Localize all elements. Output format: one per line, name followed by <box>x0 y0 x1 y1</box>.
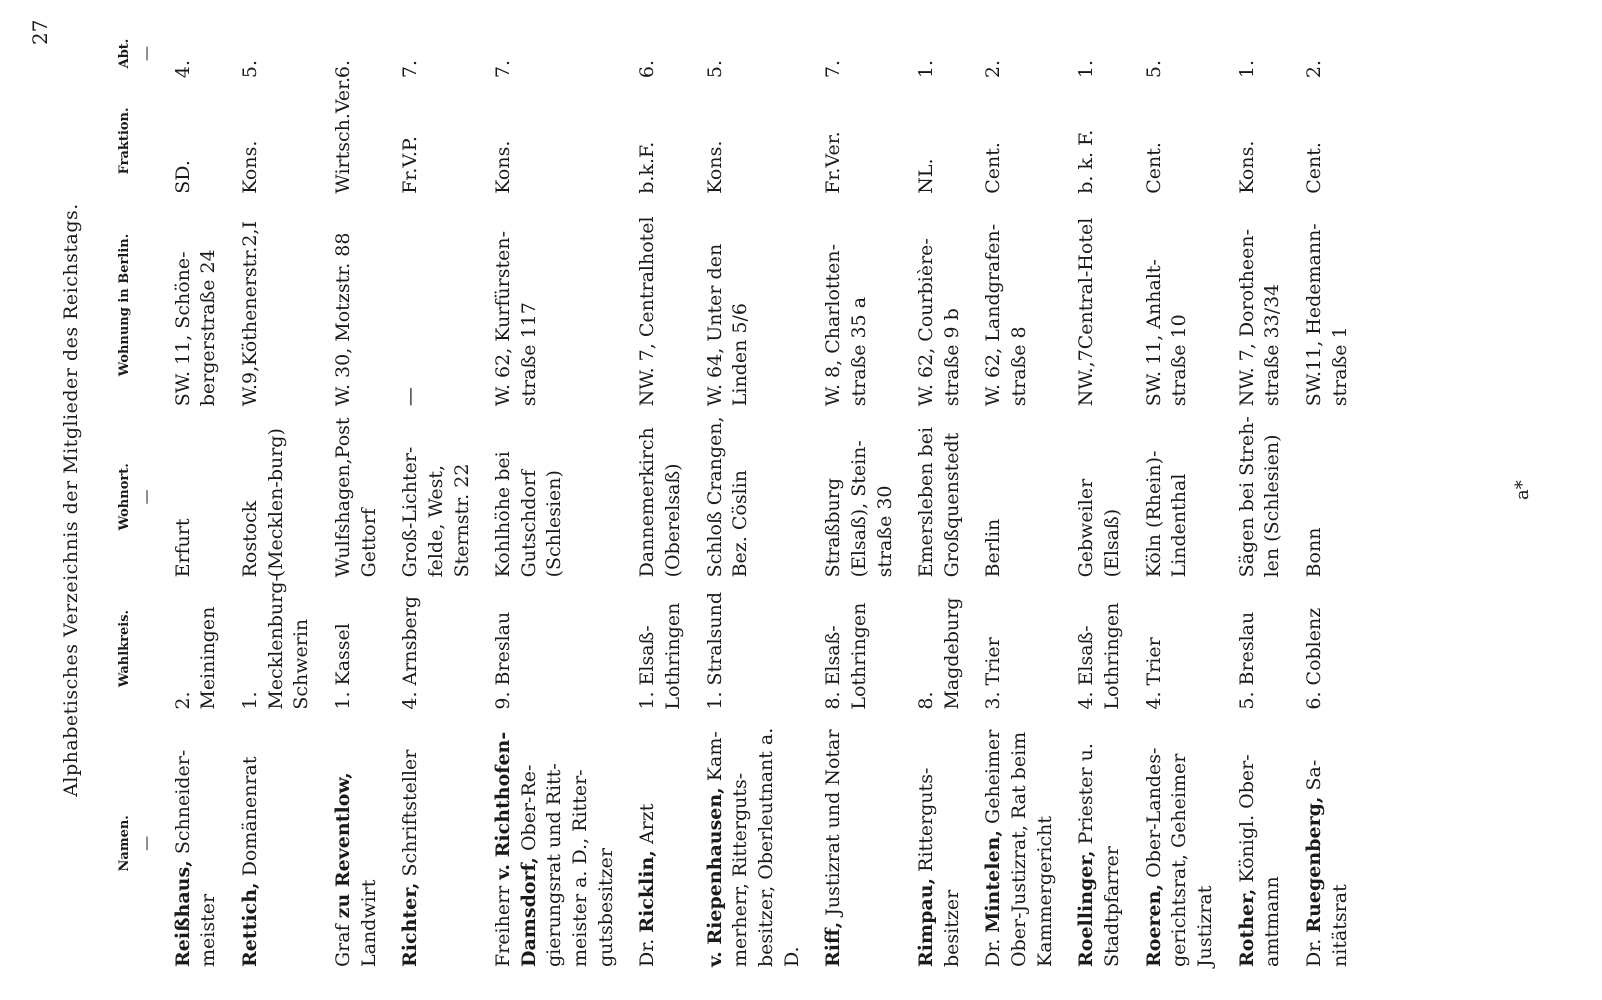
member-name-cell <box>911 715 978 972</box>
abteilung-cell: 5. <box>1142 59 1165 79</box>
header-wohnung: Wohnung in Berlin. <box>117 233 132 377</box>
table-row <box>700 24 819 972</box>
fraktion-cell: b. k. F. <box>1075 129 1098 194</box>
wohnung-cell: W. 64, Unter den Linden 5/6 <box>703 243 752 407</box>
wahlkreis-cell: 5. Breslau <box>1235 611 1258 710</box>
abteilung-cell: 7. <box>492 59 515 79</box>
table-row <box>1071 24 1138 972</box>
member-name-cell <box>235 715 328 972</box>
member-surname: Rother, <box>1235 888 1258 967</box>
page-title: Alphabetisches Verzeichnis der Mitglieder des Reichstags. <box>60 203 82 797</box>
member-surname: Ruegenberg, <box>1302 796 1325 933</box>
wahlkreis-cell: 8. Magdeburg <box>915 597 963 710</box>
header-name: Namen. <box>117 815 132 872</box>
member-occupation: Ober-Re-gierungsrat und Ritt-meister a. D., Ritter-gutsbesitzer <box>517 763 617 967</box>
wohnort-cell: Groß-Lichter-felde, West, Sternstr. 22 <box>399 446 473 578</box>
member-surname: Roeren, <box>1142 883 1165 967</box>
member-surname: Reißhaus, <box>171 860 194 967</box>
member-occupation: Königl. Ober-amtmann <box>1235 754 1284 967</box>
member-name-cell <box>168 715 235 972</box>
member-surname: Mintelen, <box>982 830 1005 933</box>
table-row <box>1139 24 1232 972</box>
member-name-cell <box>978 715 1071 972</box>
header-fraktion: Fraktion. <box>117 107 132 175</box>
member-occupation: Priester u. Stadtpfarrer <box>1075 743 1124 967</box>
wohnung-cell: SW. 11, Schöne-bergerstraße 24 <box>171 249 220 407</box>
digitization-note <box>1560 34 1580 968</box>
wohnort-cell: Schloß Crangen, Bez. Cöslin <box>703 416 752 578</box>
abteilung-cell: 5. <box>239 59 262 79</box>
wahlkreis-cell: 9. Breslau <box>492 611 515 710</box>
dash-wohnort: — <box>136 489 155 505</box>
wahlkreis-cell: 2. Meiningen <box>171 606 220 710</box>
table-row <box>488 24 632 972</box>
member-name-cell <box>1071 715 1138 972</box>
member-surname: v. Riepenhausen, <box>703 787 726 967</box>
name-prefix: Dr. <box>636 932 659 967</box>
wahlkreis-cell: 1. Stralsund <box>703 591 726 710</box>
member-occupation: Ritterguts-besitzer <box>915 767 963 967</box>
wahlkreis-cell: 1. Mecklenburg-Schwerin <box>239 575 313 710</box>
wohnort-cell: Straßburg (Elsaß), Stein-straße 30 <box>822 440 896 578</box>
member-occupation: Sa-nitätsrat <box>1302 759 1351 967</box>
wohnung-cell: W. 62, Kurfürsten-straße 117 <box>492 230 540 407</box>
wahlkreis-cell: 6. Coblenz <box>1302 607 1325 710</box>
wohnort-cell: Berlin <box>982 518 1005 578</box>
wohnung-cell: SW. 11, Anhalt-straße 10 <box>1142 259 1191 407</box>
table-row <box>978 24 1071 972</box>
wahlkreis-cell: 8. Elsaß-Lothringen <box>822 602 870 710</box>
register-rows <box>168 24 1366 972</box>
wohnung-cell: W. 8, Charlotten-straße 35 a <box>822 243 870 407</box>
member-surname: v. Richthofen-Damsdorf, <box>492 731 540 967</box>
abteilung-cell: 6. <box>636 59 659 79</box>
wahlkreis-cell: 4. Elsaß-Lothringen <box>1075 602 1124 710</box>
wohnung-cell: NW. 7, Dorotheen-straße 33/34 <box>1235 228 1284 407</box>
wohnung-cell: W. 30, Motzstr. 88 <box>332 232 354 407</box>
abteilung-cell: 4. <box>171 59 194 79</box>
name-prefix: Freiherr <box>492 879 515 967</box>
wahlkreis-cell: 1. Elsaß-Lothringen <box>636 602 685 710</box>
fraktion-cell: Cent. <box>1142 142 1165 194</box>
wohnort-cell: Gebweiler (Elsaß) <box>1075 478 1124 578</box>
member-name-cell <box>1299 715 1366 972</box>
member-name-cell <box>1139 715 1232 972</box>
wohnort-cell: Bonn <box>1302 527 1325 578</box>
abteilung-cell: 7. <box>399 59 422 79</box>
abteilung-cell: 1. <box>1235 59 1258 79</box>
table-row <box>168 24 235 972</box>
wahlkreis-cell: 4. Arnsberg <box>399 596 422 710</box>
header-dash-row <box>136 24 168 972</box>
member-surname: Roellinger, <box>1075 850 1098 967</box>
member-name-cell <box>488 715 632 972</box>
fraktion-cell: Kons. <box>703 140 726 194</box>
member-surname: Rimpau, <box>915 877 938 967</box>
member-occupation: Schriftsteller <box>399 749 422 883</box>
wohnort-cell: Dannemerkirch (Oberelsaß) <box>636 427 685 578</box>
abteilung-cell: 1. <box>915 59 938 79</box>
member-occupation: Schneider-meister <box>171 749 220 967</box>
wohnort-cell: Erfurt <box>171 518 194 578</box>
member-surname: Ricklin, <box>636 850 659 933</box>
wohnort-cell: Wulfshagen,Post Gettorf <box>332 417 380 578</box>
page-number: 27 <box>28 19 52 45</box>
wohnung-cell: NW. 7, Centralhotel <box>636 216 659 407</box>
name-prefix: Dr. <box>982 932 1005 967</box>
table-row <box>235 24 328 972</box>
wahlkreis-cell: 1. Kassel <box>332 623 354 710</box>
member-name-cell <box>328 715 395 972</box>
wohnort-cell: Rostock (Mecklen-burg) <box>239 428 287 578</box>
wohnort-cell: Emersleben bei Großquenstedt <box>915 426 963 578</box>
table-row <box>632 24 699 972</box>
table-row <box>395 24 488 972</box>
wohnort-cell: Köln (Rhein)-Lindenthal <box>1142 450 1191 578</box>
member-surname: Richter, <box>399 882 422 967</box>
dash-wahlkreis <box>136 582 168 714</box>
name-prefix: Dr. <box>1302 932 1325 967</box>
table-row <box>818 24 911 972</box>
fraktion-cell: Cent. <box>1302 142 1325 194</box>
header-wohnort: Wohnort. <box>117 463 132 531</box>
member-occupation: Domänenrat <box>239 756 262 883</box>
fraktion-cell: Fr.Ver. <box>822 131 845 194</box>
fraktion-cell: Kons. <box>492 140 515 194</box>
wohnung-cell: W. 62, Landgrafen-straße 8 <box>982 223 1031 407</box>
member-name-cell <box>818 715 911 972</box>
fraktion-cell: NL. <box>915 158 938 194</box>
abteilung-cell: 2. <box>1302 59 1325 79</box>
member-name-cell <box>632 715 699 972</box>
wohnung-cell: — <box>399 387 422 407</box>
member-name-cell <box>700 715 819 972</box>
dash-name: — <box>136 835 155 851</box>
table-row <box>328 24 395 972</box>
fraktion-cell: Wirtsch.Ver. <box>332 76 354 194</box>
wohnort-cell: Kohlhöhe bei Gutschdorf (Schlesien) <box>492 451 566 578</box>
abteilung-cell: 5. <box>703 59 726 79</box>
abteilung-cell: 6. <box>332 59 354 79</box>
wohnung-cell: W.9,Köthenerstr.2,I <box>239 221 262 407</box>
member-occupation: Landwirt <box>357 879 380 967</box>
name-prefix: Graf <box>332 918 354 967</box>
header-row <box>112 24 136 972</box>
dash-wohnung <box>136 199 168 412</box>
member-register-table <box>112 24 1366 972</box>
member-occupation: Kam-merherr, Ritterguts-besitzer, Oberleutnant a. D. <box>703 727 803 967</box>
wohnung-cell: SW.11, Hedemann-straße 1 <box>1302 223 1351 407</box>
abteilung-cell: 2. <box>982 59 1005 79</box>
wahlkreis-cell: 4. Trier <box>1142 637 1165 710</box>
table-row <box>1232 24 1299 972</box>
member-surname: Rettich, <box>239 882 262 967</box>
header-wahlkreis: Wahlkreis. <box>117 609 132 688</box>
wahlkreis-cell: 3. Trier <box>982 637 1005 710</box>
abteilung-cell: 1. <box>1075 59 1098 79</box>
dash-abt: — <box>136 46 155 62</box>
member-occupation: Arzt <box>636 803 659 851</box>
signature-mark: a* <box>1512 480 1533 500</box>
member-name-cell <box>395 715 488 972</box>
wohnung-cell: NW.,7Central-Hotel <box>1075 217 1098 407</box>
abteilung-cell: 7. <box>822 59 845 79</box>
member-occupation: Geheimer Ober-Justizrat, Rat beim Kammergericht <box>982 729 1056 967</box>
member-name-cell <box>1232 715 1299 972</box>
fraktion-cell: Cent. <box>982 142 1005 194</box>
wohnort-cell: Sägen bei Streh-len (Schlesien) <box>1235 416 1284 578</box>
fraktion-cell: Kons. <box>1235 140 1258 194</box>
fraktion-cell: Fr.V.P. <box>399 136 422 194</box>
fraktion-cell: Kons. <box>239 140 262 194</box>
member-surname: Riff, <box>822 921 845 967</box>
table-row <box>911 24 978 972</box>
member-surname: zu Reventlow, <box>332 772 354 919</box>
dash-fraktion <box>136 83 168 199</box>
member-occupation: Ober-Landes-gerichtsrat, Geheimer Justizrat <box>1142 747 1216 967</box>
table-row <box>1299 24 1366 972</box>
member-occupation: Justizrat und Notar <box>822 729 845 922</box>
fraktion-cell: SD. <box>171 160 194 194</box>
wohnung-cell: W. 62, Courbière-straße 9 b <box>915 238 963 407</box>
fraktion-cell: b.k.F. <box>636 141 659 194</box>
header-abt: Abt. <box>117 38 132 69</box>
